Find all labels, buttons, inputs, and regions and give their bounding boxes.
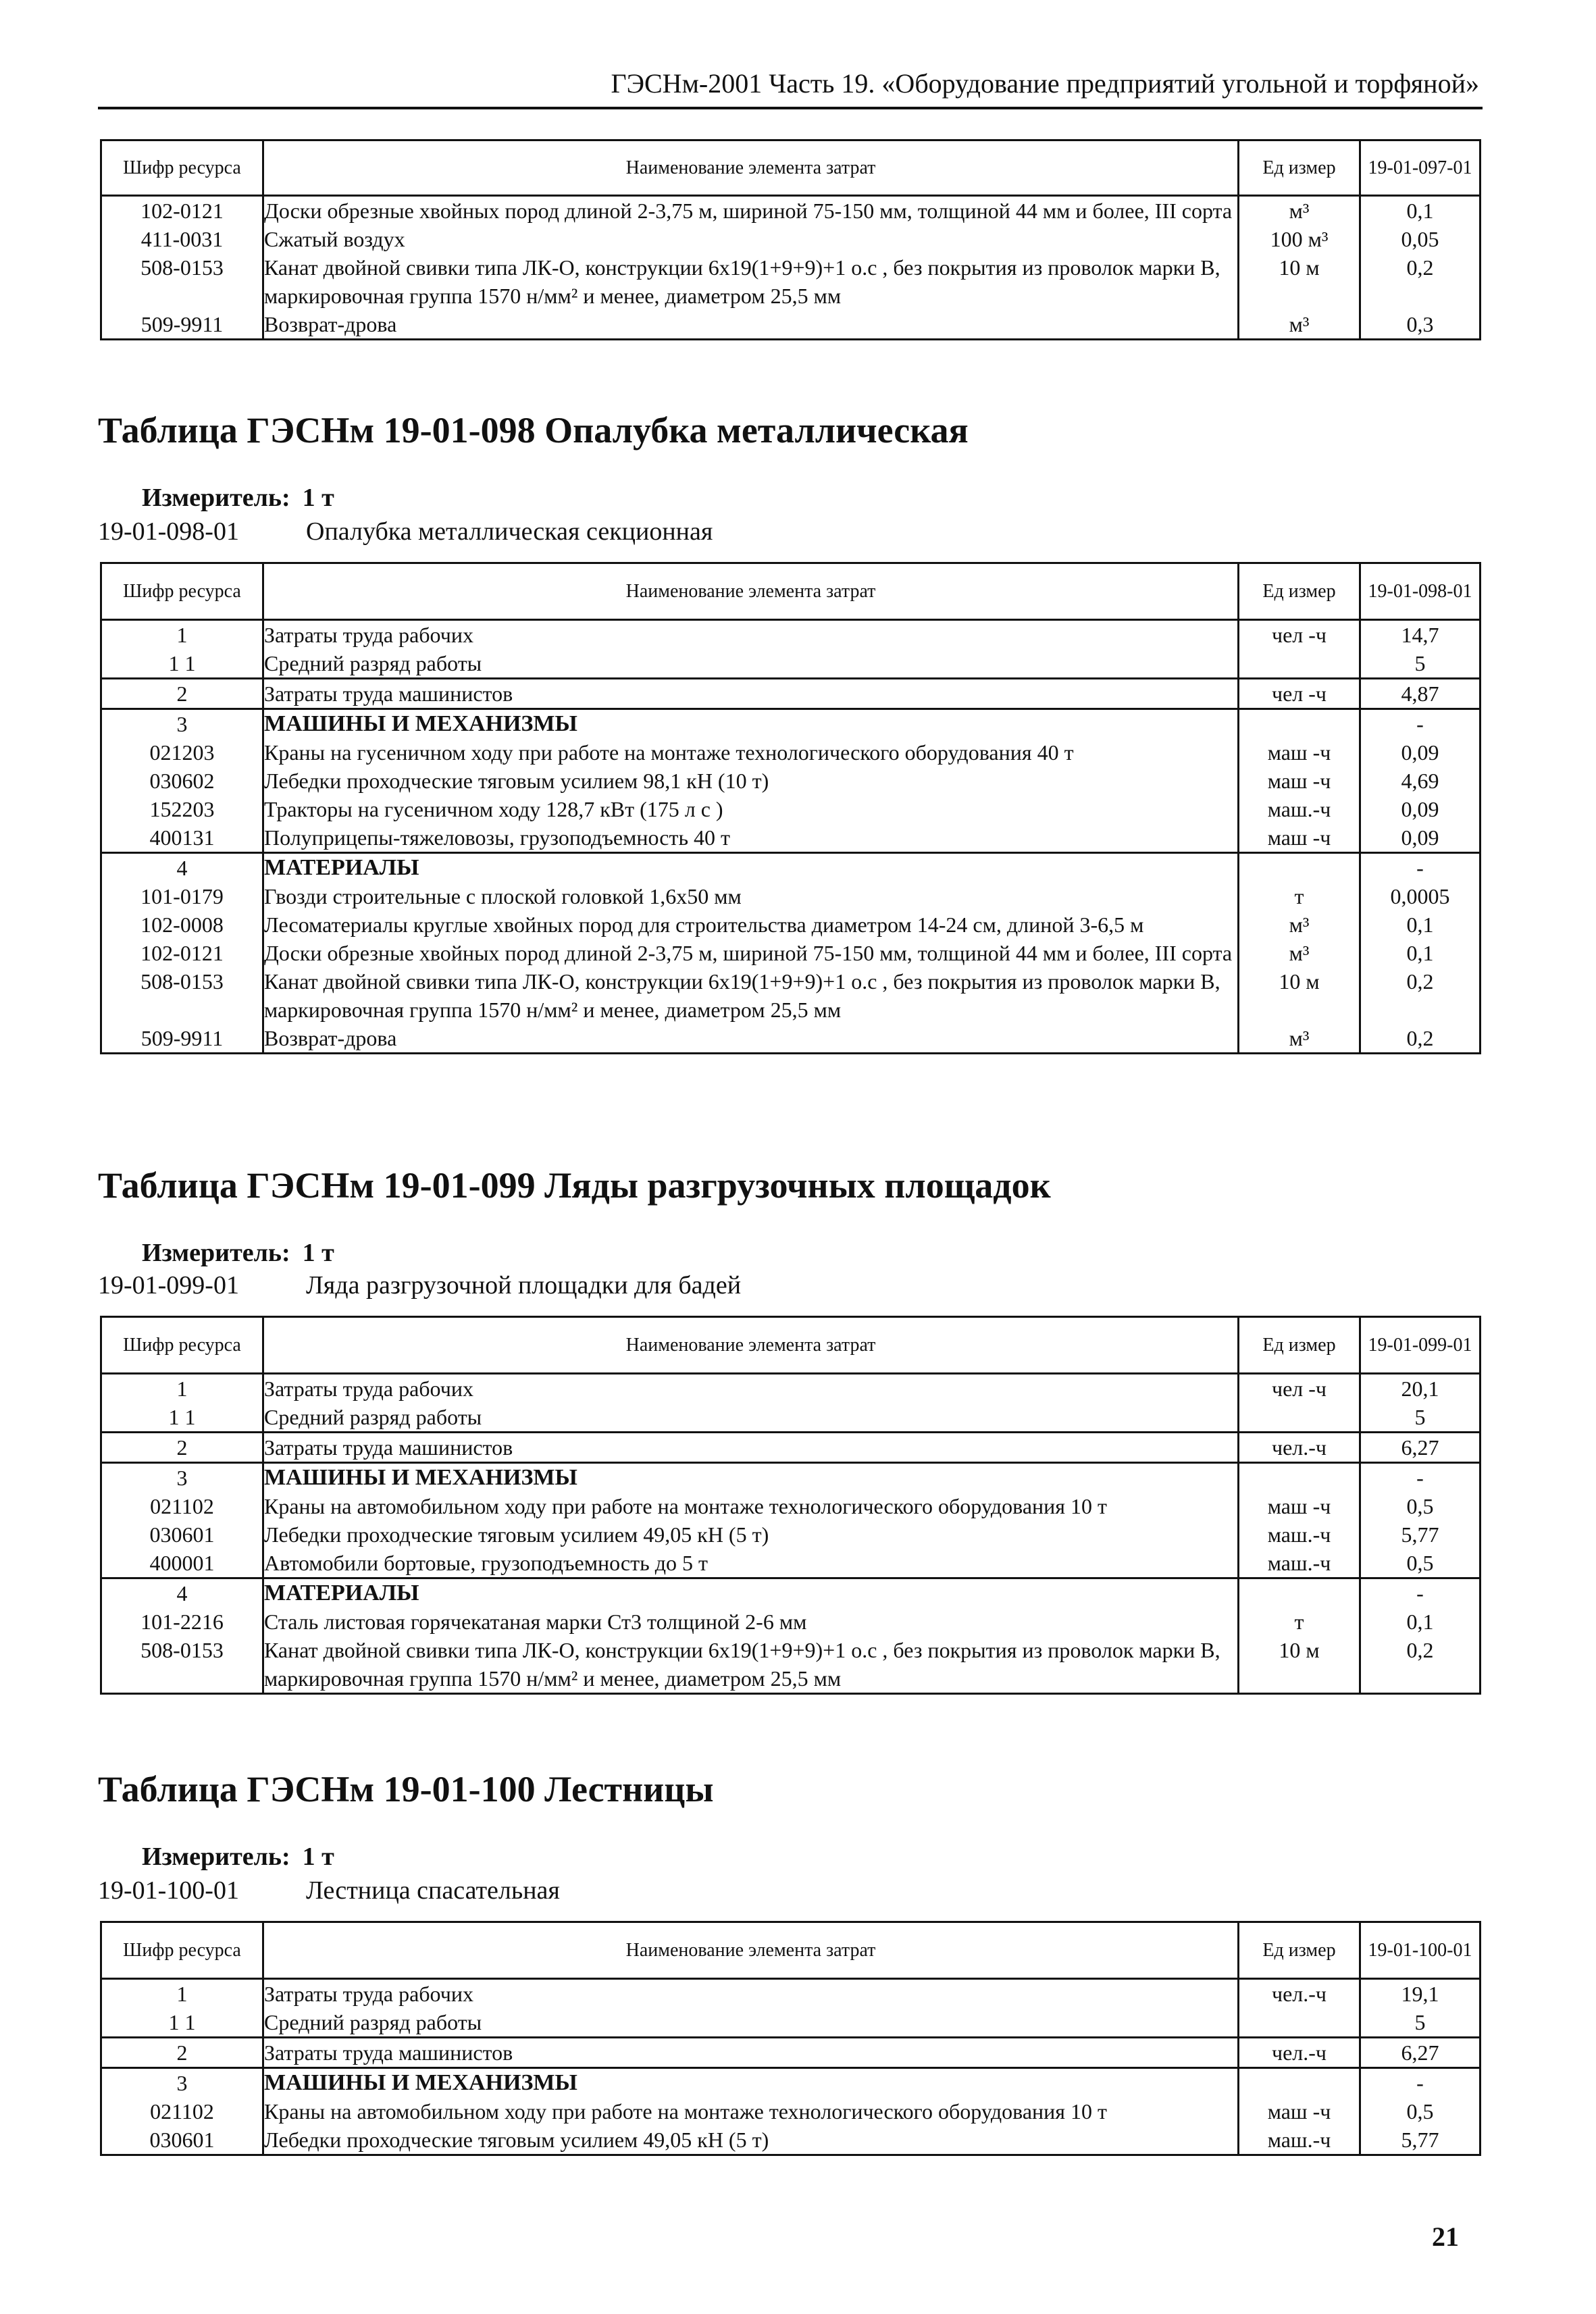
item-code: 19-01-099-01 <box>98 1271 239 1300</box>
col-header-name: Наименование элемента затрат <box>263 1922 1239 1979</box>
resource-table-100 <box>100 1921 1481 2156</box>
measurer-098: Измеритель: 1 т <box>142 484 334 512</box>
table-row: 102-0121 Доски обрезные хвойных пород длиной 2-3,75 м, шириной 75-150 мм, толщиной 44 мм и более, III сорта м³ 0,1 <box>101 939 1481 967</box>
table-title-100: Таблица ГЭСНм 19-01-100 Лестницы <box>98 1769 714 1809</box>
measurer-099: Измеритель: 1 т <box>142 1239 334 1267</box>
col-header-value: 19-01-098-01 <box>1360 563 1481 620</box>
table-row: 3 МАШИНЫ И МЕХАНИЗМЫ - <box>101 709 1481 739</box>
col-header-name: Наименование элемента затрат <box>263 1317 1239 1374</box>
table-row: 021203 Краны на гусеничном ходу при работе на монтаже технологического оборудования 40 т маш -ч 0,09 <box>101 738 1481 767</box>
table-row: 1 Затраты труда рабочих чел -ч 14,7 <box>101 620 1481 650</box>
item-name: Ляда разгрузочной площадки для бадей <box>306 1271 742 1300</box>
table-row: 509-9911 Возврат-дрова м³ 0,3 <box>101 310 1481 340</box>
table-row: 411-0031 Сжатый воздух 100 м³ 0,05 <box>101 225 1481 253</box>
col-header-name: Наименование элемента затрат <box>263 563 1239 620</box>
table-row: 021102 Краны на автомобильном ходу при работе на монтаже технологического оборудования 10 т маш -ч 0,5 <box>101 1492 1481 1520</box>
table-row: 2 Затраты труда машинистов чел -ч 4,87 <box>101 679 1481 709</box>
table-row: 508-0153 Канат двойной свивки типа ЛК-О, конструкции 6х19(1+9+9)+1 о.с , без покрытия из проволок марки В, маркировочная группа 1570 н/мм² и менее, диаметром 25,5 мм 10 м 0,2 <box>101 253 1481 310</box>
table-row: 2 Затраты труда машинистов чел.-ч 6,27 <box>101 2038 1481 2068</box>
header-rule <box>98 107 1483 109</box>
col-header-value: 19-01-097-01 <box>1360 140 1481 196</box>
table-row: 509-9911 Возврат-дрова м³ 0,2 <box>101 1024 1481 1054</box>
col-header-name: Наименование элемента затрат <box>263 140 1239 196</box>
table-row: 400131 Полуприцепы-тяжеловозы, грузоподъемность 40 т маш -ч 0,09 <box>101 823 1481 853</box>
col-header-code: Шифр ресурса <box>101 140 263 196</box>
item-name: Лестница спасательная <box>306 1876 560 1905</box>
col-header-code: Шифр ресурса <box>101 1317 263 1374</box>
table-row: 3 МАШИНЫ И МЕХАНИЗМЫ - <box>101 2068 1481 2098</box>
table-title-099: Таблица ГЭСНм 19-01-099 Ляды разгрузочных площадок <box>98 1165 1051 1206</box>
table-row: 400001 Автомобили бортовые, грузоподъемность до 5 т маш.-ч 0,5 <box>101 1549 1481 1578</box>
table-row: 508-0153 Канат двойной свивки типа ЛК-О, конструкции 6х19(1+9+9)+1 о.с , без покрытия из проволок марки В, маркировочная группа 1570 н/мм² и менее, диаметром 25,5 мм 10 м 0,2 <box>101 967 1481 1024</box>
table-row: 2 Затраты труда машинистов чел.-ч 6,27 <box>101 1433 1481 1463</box>
col-header-code: Шифр ресурса <box>101 563 263 620</box>
table-title-098: Таблица ГЭСНм 19-01-098 Опалубка металлическая <box>98 410 969 451</box>
table-row: 030601 Лебедки проходческие тяговым усилием 49,05 кН (5 т) маш.-ч 5,77 <box>101 1520 1481 1549</box>
item-name: Опалубка металлическая секционная <box>306 517 713 546</box>
table-row: 1 Затраты труда рабочих чел -ч 20,1 <box>101 1374 1481 1404</box>
resource-table-097 <box>100 139 1481 340</box>
resource-table-099 <box>100 1316 1481 1695</box>
table-row: 101-0179 Гвозди строительные с плоской головкой 1,6х50 мм т 0,0005 <box>101 882 1481 910</box>
table-row: 102-0121 Доски обрезные хвойных пород длиной 2-3,75 м, шириной 75-150 мм, толщиной 44 мм и более, III сорта м³ 0,1 <box>101 196 1481 226</box>
col-header-value: 19-01-099-01 <box>1360 1317 1481 1374</box>
measurer-100: Измеритель: 1 т <box>142 1843 334 1871</box>
item-line-098 <box>98 516 713 547</box>
table-row: 4 МАТЕРИАЛЫ - <box>101 1578 1481 1608</box>
col-header-code: Шифр ресурса <box>101 1922 263 1979</box>
table-row: 021102 Краны на автомобильном ходу при работе на монтаже технологического оборудования 10 т маш -ч 0,5 <box>101 2097 1481 2126</box>
table-row: 1 1 Средний разряд работы 5 <box>101 2008 1481 2038</box>
table-row: 3 МАШИНЫ И МЕХАНИЗМЫ - <box>101 1463 1481 1493</box>
col-header-value: 19-01-100-01 <box>1360 1922 1481 1979</box>
item-code: 19-01-100-01 <box>98 1876 239 1905</box>
col-header-unit: Ед измер <box>1239 563 1360 620</box>
table-row: 4 МАТЕРИАЛЫ - <box>101 853 1481 883</box>
table-row: 102-0008 Лесоматериалы круглые хвойных пород для строительства диаметром 14-24 см, длиной 3-6,5 м м³ 0,1 <box>101 910 1481 939</box>
page-number: 21 <box>1432 2221 1459 2252</box>
table-row: 1 Затраты труда рабочих чел.-ч 19,1 <box>101 1979 1481 2009</box>
table-row: 1 1 Средний разряд работы 5 <box>101 649 1481 679</box>
col-header-unit: Ед измер <box>1239 140 1360 196</box>
col-header-unit: Ед измер <box>1239 1922 1360 1979</box>
table-row: 508-0153 Канат двойной свивки типа ЛК-О, конструкции 6х19(1+9+9)+1 о.с , без покрытия из проволок марки В, маркировочная группа 1570 н/мм² и менее, диаметром 25,5 мм 10 м 0,2 <box>101 1636 1481 1694</box>
table-row: 152203 Тракторы на гусеничном ходу 128,7 кВт (175 л с ) маш.-ч 0,09 <box>101 795 1481 823</box>
running-header: ГЭСНм-2001 Часть 19. «Оборудование предприятий угольной и торфяной» <box>611 68 1479 99</box>
col-header-unit: Ед измер <box>1239 1317 1360 1374</box>
table-row: 101-2216 Сталь листовая горячекатаная марки Ст3 толщиной 2-6 мм т 0,1 <box>101 1608 1481 1636</box>
item-code: 19-01-098-01 <box>98 517 239 546</box>
item-line-099 <box>98 1270 742 1301</box>
table-row: 030601 Лебедки проходческие тяговым усилием 49,05 кН (5 т) маш.-ч 5,77 <box>101 2126 1481 2155</box>
table-row: 1 1 Средний разряд работы 5 <box>101 1403 1481 1433</box>
table-row: 030602 Лебедки проходческие тяговым усилием 98,1 кН (10 т) маш -ч 4,69 <box>101 767 1481 795</box>
resource-table-098 <box>100 562 1481 1054</box>
item-line-100 <box>98 1875 560 1906</box>
